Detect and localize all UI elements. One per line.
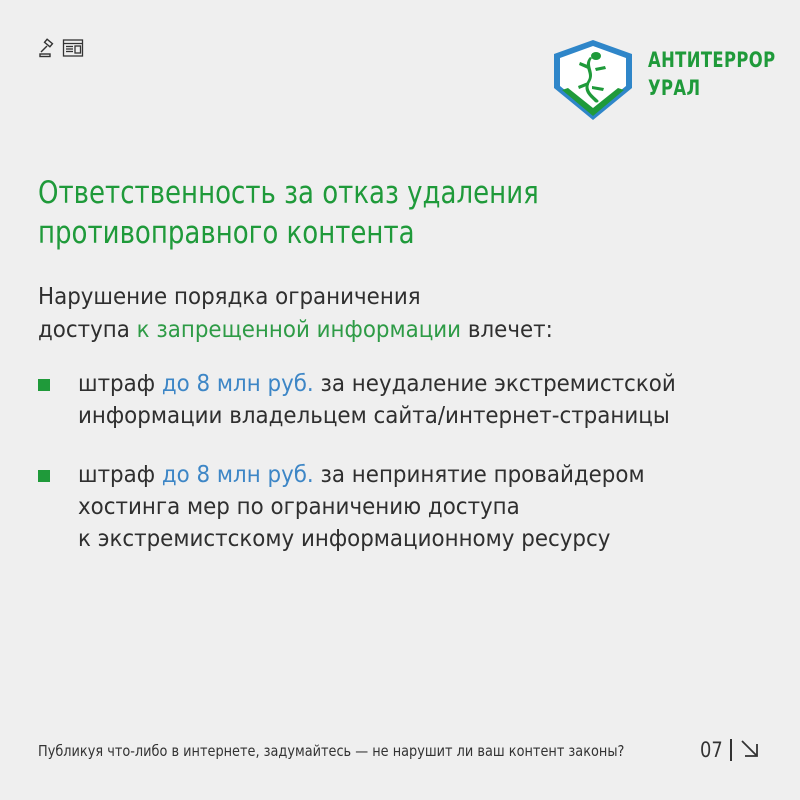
bullet-text-1 (78, 368, 676, 432)
logo (552, 38, 800, 122)
bullet-1-line-2: информации владельцем сайта/интернет-страницы (78, 403, 670, 429)
footer-text: Публикуя что-либо в интернете, задумайтесь — не нарушит ли ваш контент законы? (38, 742, 625, 760)
intro-line-2 (38, 314, 553, 347)
page-number: 07 (700, 738, 723, 762)
bullet-1-highlight: до 8 млн руб. (161, 371, 314, 397)
bullet-1-suffix: за неудаление экстремистской (313, 371, 676, 397)
logo-text (648, 46, 775, 102)
arrow-down-right-icon[interactable] (739, 738, 761, 760)
bullet-2-line-2: хостинга мер по ограничению доступа (78, 494, 520, 520)
top-icons (38, 38, 84, 58)
title-line-2: противоправного контента (38, 215, 415, 251)
logo-line-1: АНТИТЕРРОР (648, 48, 776, 72)
intro-suffix: влечет: (461, 317, 553, 343)
bullet-1-prefix: штраф (78, 371, 162, 397)
intro-text (38, 281, 553, 347)
page-separator (730, 739, 732, 761)
bullet-text-2 (78, 459, 645, 555)
bullet-marker (38, 470, 50, 482)
bullet-2-highlight: до 8 млн руб. (161, 462, 314, 488)
shield-lizard-icon (552, 38, 634, 122)
bullet-2-suffix: за непринятие провайдером (313, 462, 645, 488)
page-title (38, 173, 539, 253)
webpage-icon (62, 38, 84, 58)
bullet-2-prefix: штраф (78, 462, 162, 488)
intro-line-1: Нарушение порядка ограничения (38, 284, 421, 310)
title-line-1: Ответственность за отказ удаления (38, 175, 539, 211)
intro-highlight: к запрещенной информации (136, 317, 462, 343)
bullet-2-line-3: к экстремистскому информационному ресурсу (78, 526, 611, 552)
logo-line-2: УРАЛ (648, 76, 701, 100)
gavel-icon (38, 38, 58, 58)
intro-prefix: доступа (38, 317, 137, 343)
bullet-marker (38, 379, 50, 391)
